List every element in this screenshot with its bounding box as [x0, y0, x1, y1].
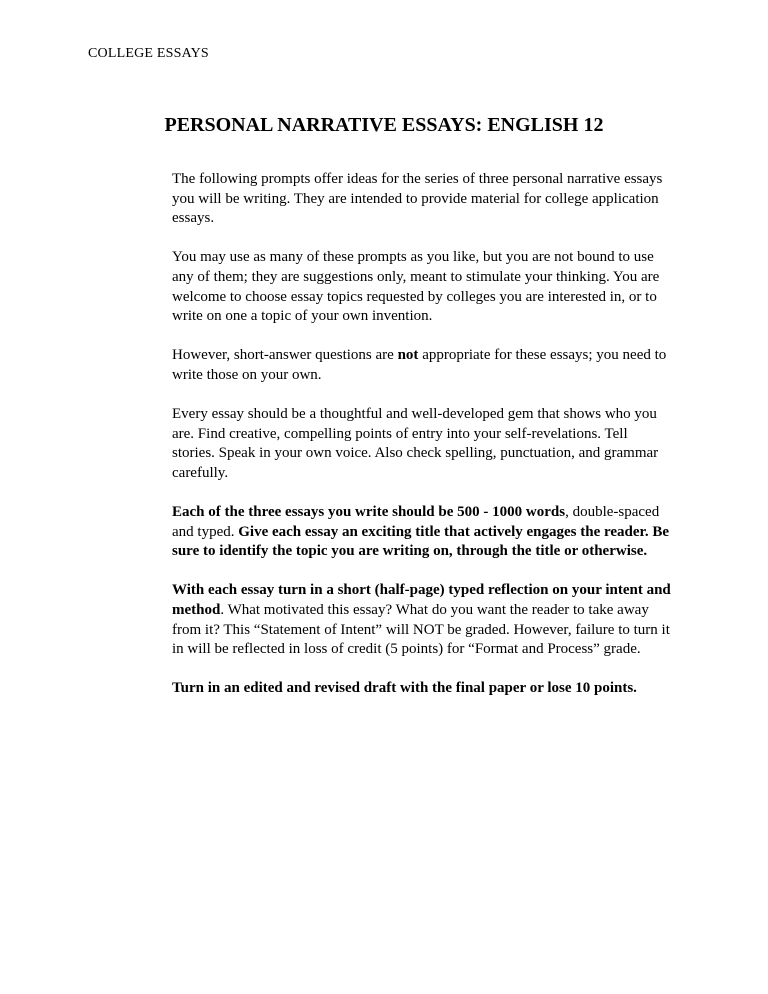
emphasis-text: Turn in an edited and revised draft with the final paper or lose 10 points. — [172, 680, 637, 697]
paragraph-text: However, short-answer questions are — [172, 347, 398, 364]
paragraph-text: The following prompts offer ideas for the series of three personal narrative essays you will be writing. They are intended to provide material for college application essays. — [172, 171, 663, 227]
emphasis-text: Each of the three essays you write should be 500 - 1000 words — [172, 504, 566, 521]
paragraph-draft-requirement — [172, 679, 672, 699]
running-head: COLLEGE ESSAYS — [88, 46, 209, 61]
paragraph-reflection — [172, 581, 672, 659]
emphasis-text: With each essay turn in a short (half-page) typed reflection on your intent and method — [172, 582, 671, 619]
document-title: PERSONAL NARRATIVE ESSAYS: ENGLISH 12 — [164, 114, 604, 136]
paragraph-length-requirement — [172, 503, 672, 562]
paragraph-text: appropriate for these essays; you need to write those on your own. — [172, 347, 667, 383]
paragraph-text: . What motivated this essay? What do you want the reader to take away from it? This “Statement of Intent” will NOT be graded. However, failure to turn it in will be reflected in loss of credit (5 points) for “Format and Process” grade. — [172, 602, 670, 658]
emphasis-text: not — [397, 347, 419, 364]
paragraph-intro — [172, 170, 672, 229]
paragraph-text: Every essay should be a thoughtful and well-developed gem that shows who you are. Find creative, compelling points of entry into your self-revelations. Tell stories. Speak in your own voice. Also check spelling, punctuation, and grammar carefully. — [172, 406, 659, 481]
emphasis-text: Give each essay an exciting title that actively engages the reader. Be sure to identify the topic you are writing on, through the title or otherwise. — [172, 523, 669, 560]
paragraph-short-answer — [172, 346, 672, 385]
paragraph-prompt-usage — [172, 248, 672, 326]
paragraph-text: , double-spaced and typed. — [172, 504, 660, 540]
paragraph-text: You may use as many of these prompts as you like, but you are not bound to use any of them; they are suggestions only, meant to stimulate your thinking. You are welcome to choose essay topics requested by colleges you are interested in, or to write on one a topic of your own invention. — [172, 249, 660, 325]
paragraph-quality — [172, 405, 672, 483]
document-body — [172, 170, 672, 719]
